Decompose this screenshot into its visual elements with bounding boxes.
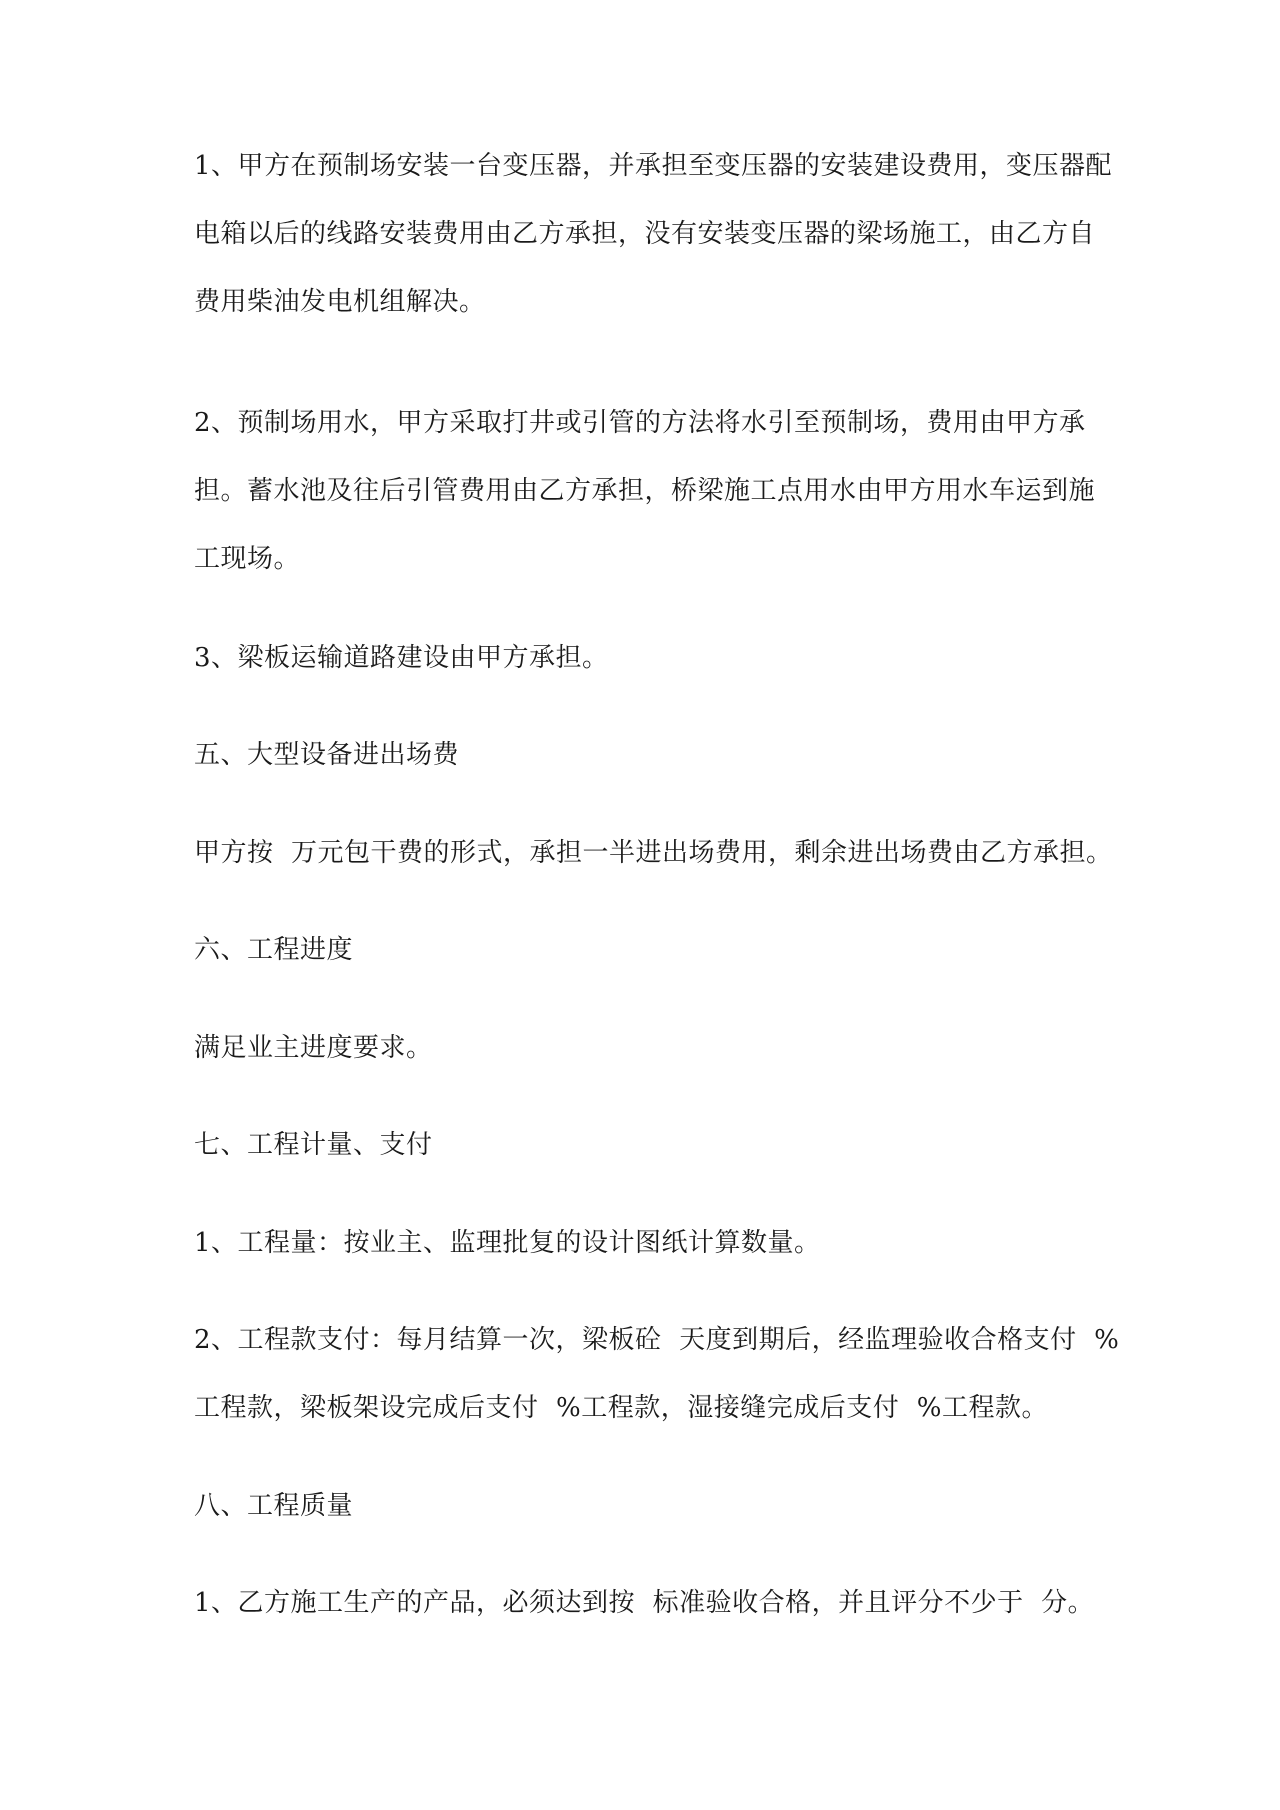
section-heading: 六、工程进度 bbox=[194, 935, 354, 965]
text-line: 工程款，梁板架设完成后支付 %工程款，湿接缝完成后支付 %工程款。 bbox=[194, 1393, 1048, 1423]
paragraph-water bbox=[194, 389, 1094, 593]
section-heading: 七、工程计量、支付 bbox=[194, 1130, 433, 1160]
paragraph-equipment-fee bbox=[194, 819, 1113, 887]
text-line: 甲方按 万元包干费的形式，承担一半进出场费用，剩余进出场费由乙方承担。 bbox=[194, 838, 1113, 868]
paragraph-road bbox=[194, 624, 1094, 692]
text-line: 担。蓄水池及往后引管费用由乙方承担，桥梁施工点用水由甲方用水车运到施 bbox=[194, 476, 1096, 506]
text-line: 3、梁板运输道路建设由甲方承担。 bbox=[194, 643, 609, 673]
text-line: 电箱以后的线路安装费用由乙方承担，没有安装变压器的梁场施工，由乙方自 bbox=[194, 219, 1096, 249]
paragraph-electricity bbox=[194, 132, 1113, 336]
text-line: 满足业主进度要求。 bbox=[194, 1033, 433, 1063]
text-line: 1、乙方施工生产的产品，必须达到按 标准验收合格，并且评分不少于 分。 bbox=[194, 1588, 1095, 1618]
paragraph-quality bbox=[194, 1569, 1094, 1637]
paragraph-progress bbox=[194, 1014, 1094, 1082]
paragraph-payment bbox=[194, 1306, 1120, 1442]
text-line: 1、甲方在预制场安装一台变压器，并承担至变压器的安装建设费用，变压器配 bbox=[194, 151, 1113, 181]
paragraph-quantity bbox=[194, 1209, 1094, 1277]
heading-section-7 bbox=[194, 1111, 1094, 1179]
heading-section-5 bbox=[194, 721, 1094, 789]
text-line: 1、工程量：按业主、监理批复的设计图纸计算数量。 bbox=[194, 1228, 821, 1258]
text-line: 2、工程款支付：每月结算一次，梁板砼 天度到期后，经监理验收合格支付 % bbox=[194, 1325, 1120, 1355]
heading-section-8 bbox=[194, 1472, 1094, 1540]
section-heading: 五、大型设备进出场费 bbox=[194, 740, 460, 770]
heading-section-6 bbox=[194, 916, 1094, 984]
text-line: 2、预制场用水，甲方采取打井或引管的方法将水引至预制场，费用由甲方承 bbox=[194, 408, 1086, 438]
text-line: 费用柴油发电机组解决。 bbox=[194, 287, 486, 317]
text-line: 工现场。 bbox=[194, 544, 301, 574]
section-heading: 八、工程质量 bbox=[194, 1491, 354, 1521]
